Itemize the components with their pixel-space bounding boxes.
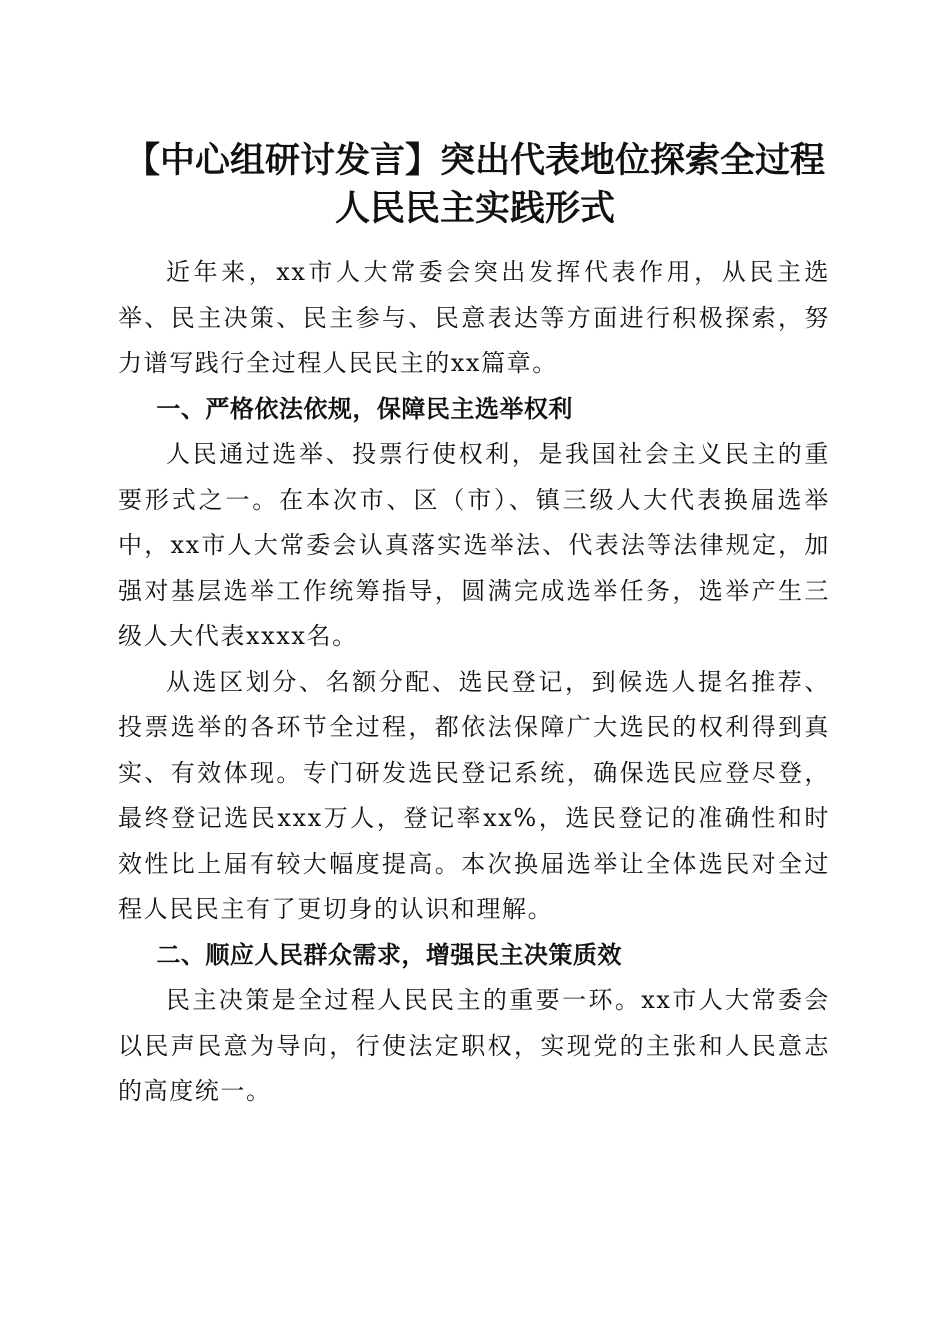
document-title-line-1: 【中心组研讨发言】突出代表地位探索全过程 — [124, 140, 825, 181]
section-1-paragraph-1: 人民通过选举、投票行使权利，是我国社会主义民主的重要形式之一。在本次市、区（市）、镇三级人大代表换届选举中，xx市人大常委会认真落实选举法、代表法等法律规定，加强对基层选举工作统筹指导，圆满完成选举任务，选举产生三级人大代表xxxx名。 — [118, 440, 830, 650]
document-title-line-2: 人民民主实践形式 — [334, 188, 615, 229]
section-2-paragraph-1: 民主决策是全过程人民民主的重要一环。xx市人大常委会以民声民意为导向，行使法定职权，实现党的主张和人民意志的高度统一。 — [118, 986, 830, 1105]
section-2-heading: 二、顺应人民群众需求，增强民主决策质效 — [156, 940, 622, 969]
section-1-paragraph-2: 从选区划分、名额分配、选民登记，到候选人提名推荐、投票选举的各环节全过程，都依法保障广大选民的权利得到真实、有效体现。专门研发选民登记系统，确保选民应登尽登，最终登记选民xxx万人，登记率xx%，选民登记的准确性和时效性比上届有较大幅度提高。本次换届选举让全体选民对全过程人民民主有了更切身的认识和理解。 — [118, 667, 830, 923]
section-1-heading: 一、严格依法依规，保障民主选举权利 — [156, 394, 573, 423]
intro-paragraph: 近年来，xx市人大常委会突出发挥代表作用，从民主选举、民主决策、民主参与、民意表达等方面进行积极探索，努力谱写践行全过程人民民主的xx篇章。 — [118, 258, 830, 377]
document-body — [118, 250, 830, 1115]
